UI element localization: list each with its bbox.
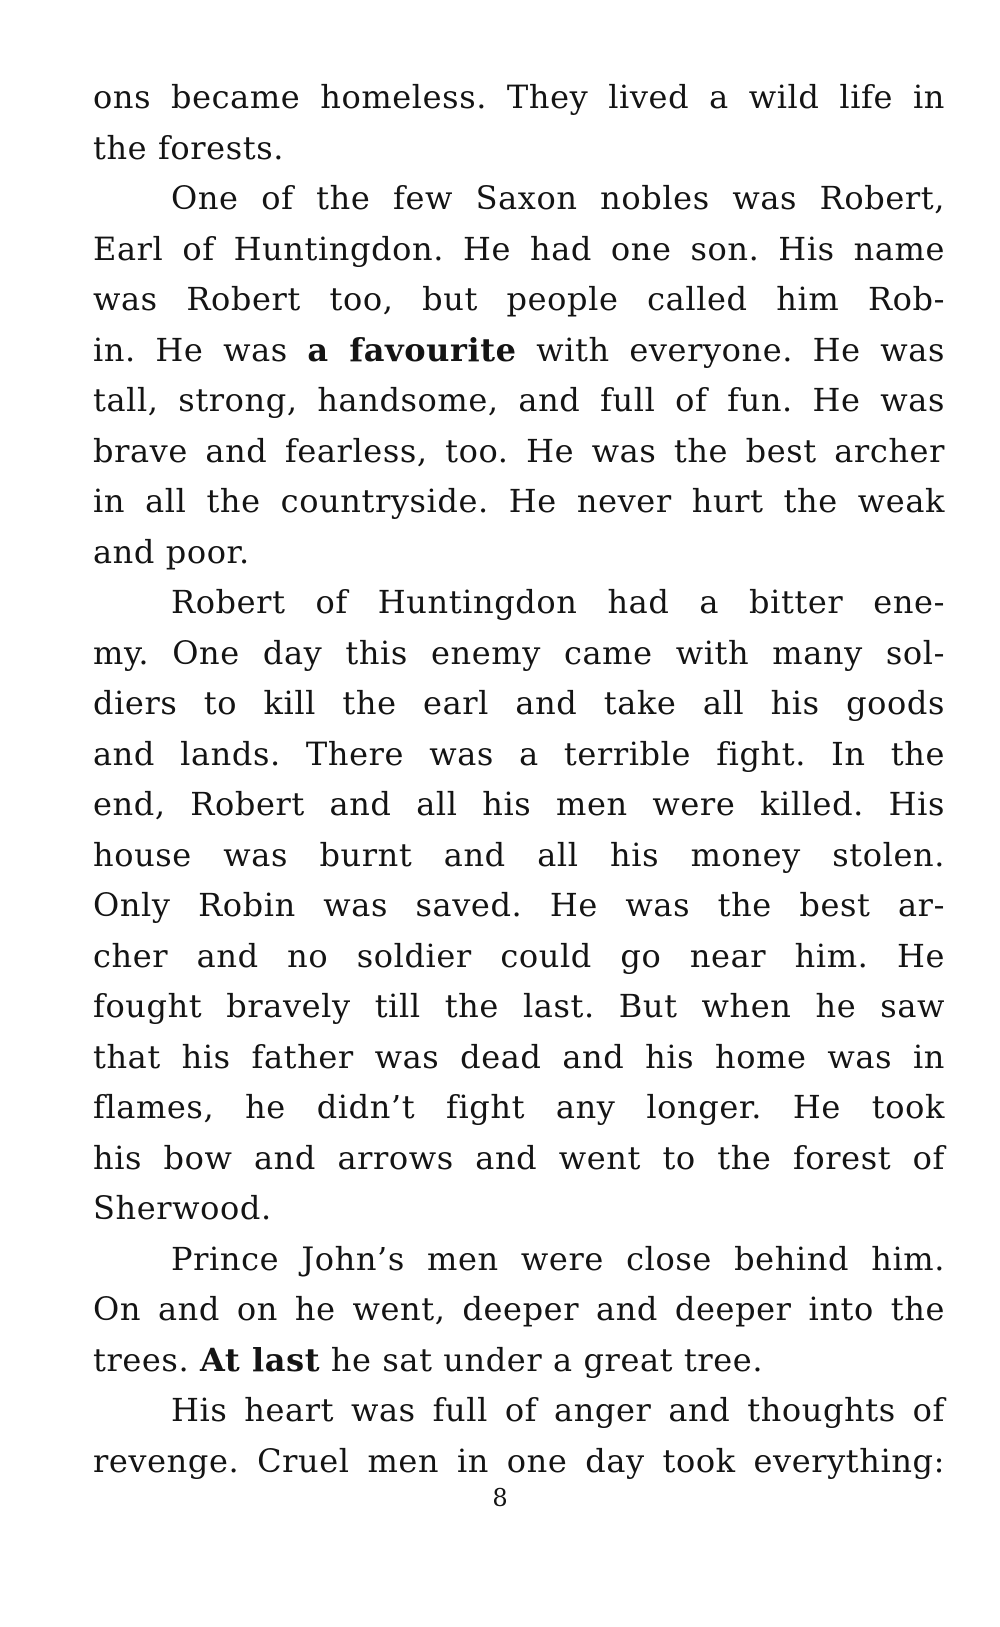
book-page [93, 72, 945, 1486]
text-line: my. One day this enemy came with many sol- [93, 633, 945, 672]
text-line [93, 325, 945, 376]
text-line: brave and fearless, too. He was the best archer [93, 431, 945, 470]
text-line: fought bravely till the last. But when he saw [93, 987, 945, 1025]
text-line: tall, strong, handsome, and full of fun. He was [93, 381, 945, 419]
text-line: revenge. Cruel men in one day took everything: [93, 1441, 945, 1480]
text-line: His heart was full of anger and thoughts of [171, 1391, 945, 1429]
text-line: in all the countryside. He never hurt the weak [93, 482, 945, 520]
text-run: he sat under a great tree. [320, 1340, 764, 1379]
text-line: Sherwood. [93, 1189, 272, 1227]
text-line: cher and no soldier could go near him. He [93, 936, 945, 975]
text-run: with everyone. He was [516, 330, 945, 369]
text-run: trees. [93, 1340, 200, 1379]
text-line: Robert of Huntingdon had a bitter ene- [171, 583, 945, 621]
text-line: On and on he went, deeper and deeper into the [93, 1290, 945, 1328]
bold-phrase: At last [200, 1340, 321, 1379]
text-line: One of the few Saxon nobles was Robert, [171, 179, 945, 217]
text-line: end, Robert and all his men were killed. His [93, 785, 945, 823]
text-line: and poor. [93, 532, 250, 571]
text-line: flames, he didn’t fight any longer. He took [93, 1088, 945, 1126]
text-line: was Robert too, but people called him Rob- [93, 280, 945, 318]
text-line: diers to kill the earl and take all his goods [93, 684, 945, 722]
text-line: and lands. There was a terrible fight. In the [93, 734, 945, 773]
text-line [93, 1335, 945, 1386]
text-line: Earl of Huntingdon. He had one son. His name [93, 229, 945, 268]
text-line: Prince John’s men were close behind him. [171, 1239, 945, 1278]
text-line: the forests. [93, 128, 284, 167]
text-line: house was burnt and all his money stolen. [93, 835, 945, 874]
text-run: in. He was [93, 330, 308, 369]
bold-phrase: a favourite [307, 330, 517, 369]
text-line: that his father was dead and his home was in [93, 1037, 945, 1076]
text-line: his bow and arrows and went to the forest of [93, 1138, 945, 1177]
text-line: ons became homeless. They lived a wild life in [93, 78, 945, 116]
page-number: 8 [492, 1484, 508, 1512]
text-line: Only Robin was saved. He was the best ar- [93, 886, 945, 924]
